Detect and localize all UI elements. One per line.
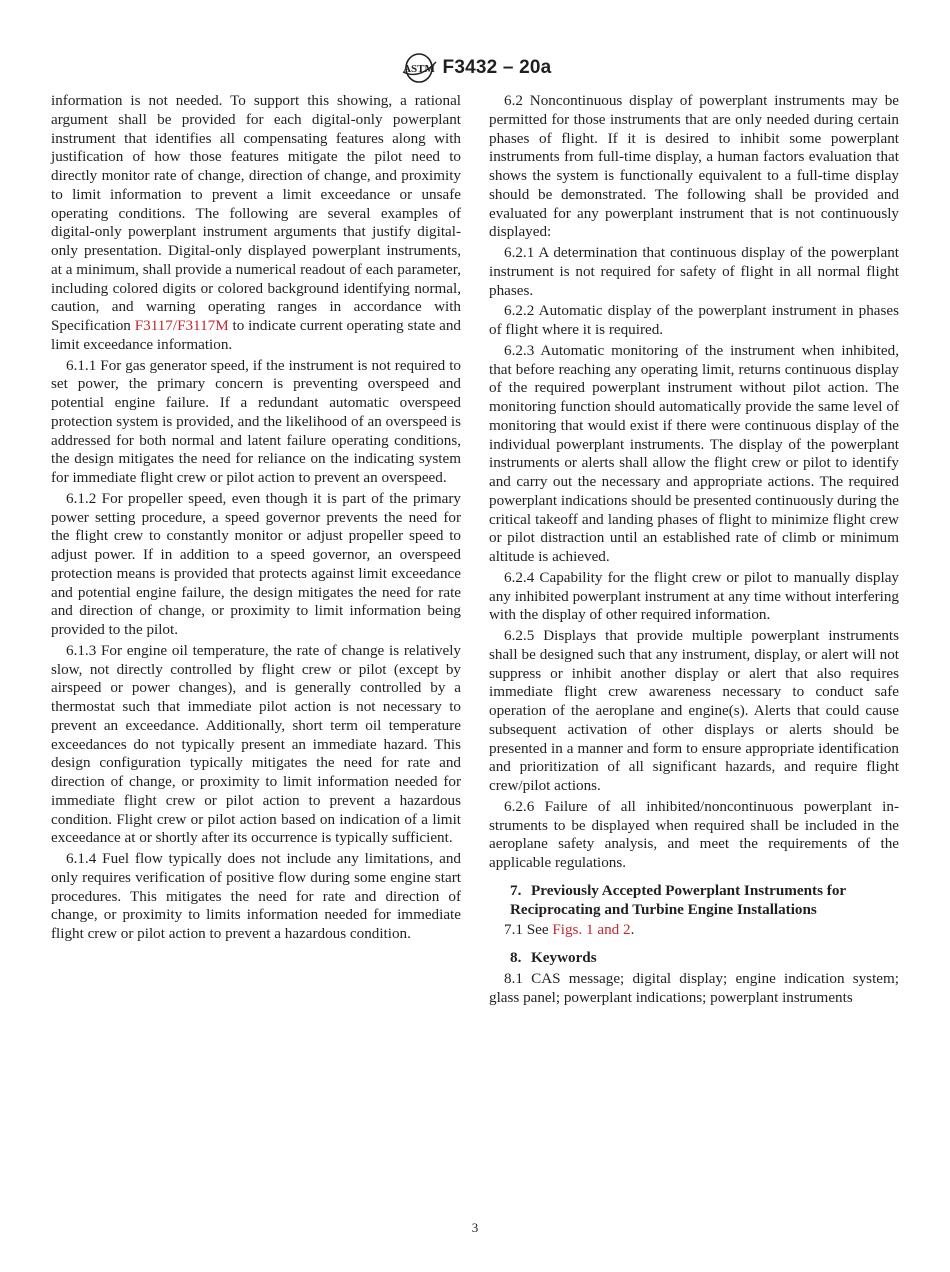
paragraph-7-1-suffix: .	[630, 921, 635, 939]
intro-text: information is not needed. To support this showing, a rational argument shall be provided for each digital-only powerplant instrument that identifies all compensating features along with justification of how those features mitigate the pilot need to directly monitor rate of change, direction of change, and proximity to limit information to prevent a limit exceedance or unsafe operating conditions. The following are several examples of digital-only powerplant instrument arguments that justify digital-only presentation. Digital-only displayed powerplant instruments, at a minimum, shall provide a numerical readout of each parameter, including colored digits or colored background identifying normal, caution, and warning operating ranges in accordance with Specification	[51, 92, 461, 334]
intro-paragraph	[51, 92, 461, 355]
section-8-heading	[489, 949, 899, 968]
paragraph-6-2-2: 6.2.2 Automatic display of the powerplant instrument in phases of flight where it is required.	[489, 302, 899, 338]
section-8-title: Keywords	[531, 949, 597, 966]
section-7-title: Previously Accepted Powerplant Instruments for Reciprocating and Turbine Engine Installations	[510, 881, 846, 918]
intro-text-end: to indicate current operating state and limit exceedance information.	[51, 317, 461, 353]
page-header	[0, 50, 950, 86]
section-8-number: 8.	[510, 949, 522, 966]
paragraph-6-2-1: 6.2.1 A determination that continuous display of the powerplant instrument is not required for safety of flight in all normal flight phases.	[489, 244, 899, 299]
paragraph-6-2-3: 6.2.3 Automatic monitoring of the instrument when inhibited, that before reaching any operating limit, returns continuous display of the required powerplant instrument without pilot action. The monitoring function should automatically provide the same level of monitoring that would exist if there were continuous display of the individual powerplant instruments. The display of the powerplant instruments or alerts shall allow the flight crew or pilot to identify and carry out the necessary and appropriate actions. The required powerplant indications should be presented continuously during the critical takeoff and landing phases of flight to minimize flight crew or pilot distraction until an established rate of climb or minimum altitude is achieved.	[489, 341, 899, 565]
left-column	[51, 92, 461, 944]
paragraph-6-2-4: 6.2.4 Capability for the flight crew or pilot to manually display any inhibited powerplant instrument at any time without interfering with the display of other required information.	[489, 568, 899, 624]
section-7-heading	[489, 882, 899, 920]
paragraph-7-1	[489, 921, 899, 940]
paragraph-6-2-5: 6.2.5 Displays that provide multiple powerplant instruments shall be designed such that any instrument, display, or alert will not suppress or inhibit another display or alert that also requires immediate flight crew awareness necessary to conduct safe operation of the aeroplane and engine(s). Alerts that could cause subsequent activation of other displays or alerts should be presented in a manner and form to ensure appropriate identification and prioritization of all significant hazards, and require flight crew/pilot actions.	[489, 627, 899, 794]
standard-designation: F3432 – 20a	[442, 57, 552, 78]
right-column	[489, 92, 899, 1007]
svg-text:ASTM: ASTM	[402, 63, 435, 75]
paragraph-6-1-4: 6.1.4 Fuel flow typically does not include any limitations, and only requires verification of positive flow during some engine start procedures. This mitigates the need for rate and direction of change, or proximity to limits information needed for immediate flight crew or pilot action to prevent a hazardous condition.	[51, 850, 461, 942]
figs-link[interactable]: Figs. 1 and 2	[552, 921, 631, 939]
astm-logo-icon	[399, 52, 439, 84]
paragraph-7-1-text: 7.1 See	[504, 921, 553, 939]
page-number: 3	[471, 1220, 479, 1235]
paragraph-6-1-2: 6.1.2 For propeller speed, even though it is part of the primary power setting procedure, a speed governor prevents the need for the flight crew to constantly monitor or adjust propeller speed to adjust power. If in addition to a speed governor, an overspeed protection means is provided that protects against limit exceedance and potential engine failure, the design mitigates the need for rate and direction of change, or proximity to limit information being provided to the pilot.	[51, 489, 461, 638]
paragraph-6-2: 6.2 Noncontinuous display of powerplant instruments may be permitted for those instruments that are only needed during certain phases of flight. If it is desired to inhibit some powerplant instruments from full-time display, a human factors evaluation that shows the system is functionally equivalent to a full-time display should be demonstrated. The following shall be provided and evaluated for any powerplant instrument that is not continuously displayed:	[489, 92, 899, 241]
paragraph-6-1-1: 6.1.1 For gas generator speed, if the instrument is not required to set power, the primary concern is preventing overspeed and potential engine failure. If a redundant automatic overspeed protection system is provided, and the likelihood of an overspeed is addressed for both normal and latent failure operating conditions, the design mitigates the need for reliance on the indicating system for immediate flight crew or pilot action to prevent an overspeed.	[51, 356, 461, 486]
section-7-number: 7.	[510, 881, 522, 899]
paragraph-8-1: 8.1 CAS message; digital display; engine indication system; glass panel; powerplant indications; powerplant instruments	[489, 969, 899, 1006]
paragraph-6-1-3: 6.1.3 For engine oil temperature, the rate of change is relatively slow, not directly controlled by flight crew or pilot (except by airspeed or power changes), and is generally controlled by a thermostat such that immediate pilot action is not necessary to prevent an exceedance. Additionally, short term oil temperature exceedances do not typically present an immediate hazard. This design configuration typically mitigates the need for rate and direction of change, or proximity to limit information needed for immediate flight crew or pilot action to prevent a hazardous condition. Flight crew or pilot action based on indication of a limit exceedance at or shortly after its occurrence is typically sufficient.	[51, 641, 461, 847]
paragraph-6-2-6: 6.2.6 Failure of all inhibited/noncontinuous powerplant instruments to be displayed when required shall be included in the aeroplane safety analysis, and meet the requirements of the applicable regulations.	[489, 797, 899, 871]
spec-link-f3117[interactable]: F3117/F3117M	[134, 317, 229, 334]
